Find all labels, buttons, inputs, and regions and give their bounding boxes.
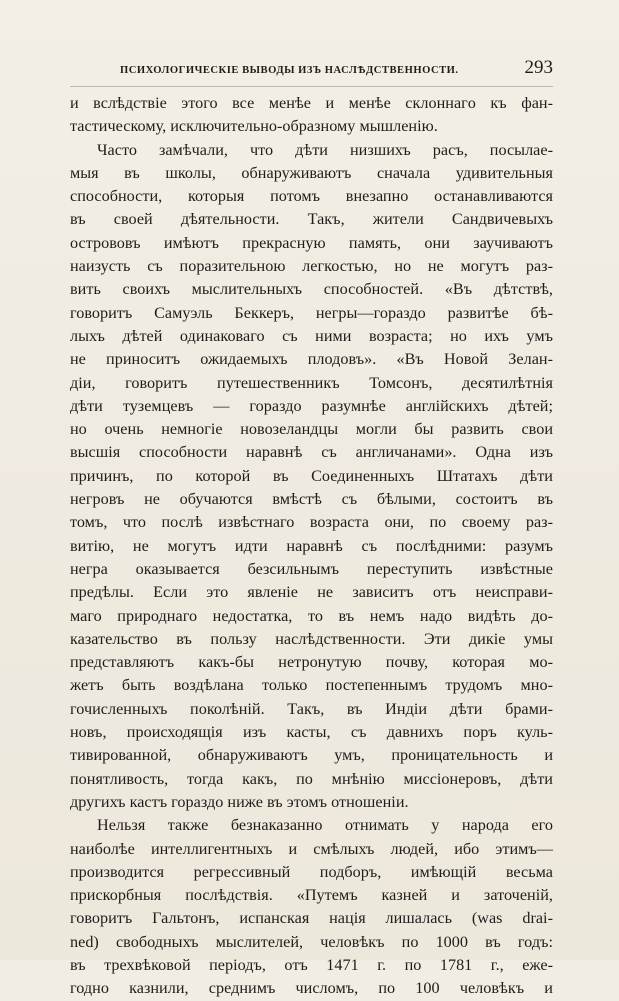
text-line: въ своей дѣятельности. Такъ, жители Сандвичевыхъ [70,210,553,229]
text-line: предѣлы. Если это явленіе не зависитъ отъ неисправи- [70,583,553,602]
text-line: негра оказывается безсильнымъ переступить извѣстные [70,559,553,578]
text-line: наиболѣе интеллигентныхъ и смѣлыхъ людей, ибо этимъ— [70,839,553,858]
text-line: понятливость, тогда какъ, по мнѣнію миссіонеровъ, дѣти [70,769,553,788]
text-line: производится регрессивный подборъ, имѣющій весьма [70,862,553,881]
text-line: маго природнаго недостатка, то въ немъ надо видѣть до- [70,606,553,625]
text-line: въ трехвѣковой періодъ, отъ 1471 г. по 1781 г., еже- [70,955,553,974]
text-line: говоритъ Гальтонъ, испанская нація лишалась (was drai- [70,909,553,928]
text-line: тастическому, исключительно-образному мышленію. [70,117,438,136]
text-line: негровъ не обучаются вмѣстѣ съ бѣлыми, состоитъ въ [70,490,553,509]
text-line: но очень немногіе новозеландцы могли бы развить свои [70,420,553,439]
body-text [70,92,553,1001]
text-line: вить своихъ мыслительныхъ способностей. «Въ дѣтствѣ, [70,280,553,299]
text-line: мыя въ школы, обнаруживаютъ сначала удивительныя [70,163,553,182]
text-line: лыхъ дѣтей одинаковаго съ ними возраста; но ихъ умъ [70,326,553,345]
text-line: представляютъ какъ-бы нетронутую почву, которая мо- [70,653,553,672]
text-line: новъ, происходящія изъ касты, съ давнихъ поръ куль- [70,723,553,742]
paragraph-start-line: Часто замѣчали, что дѣти низшихъ расъ, посылае- [97,140,553,159]
text-line: гочисленныхъ поколѣній. Такъ, въ Индіи дѣти брами- [70,699,553,718]
text-line: жетъ быть воздѣлана только постепеннымъ трудомъ мно- [70,676,553,695]
text-line: острововъ имѣютъ прекрасную память, они заучиваютъ [70,233,553,252]
page-header [70,57,553,83]
page-number: 293 [524,57,553,78]
text-line: тивированной, обнаруживаютъ умъ, проницательность и [70,746,553,765]
text-line: прискорбныя послѣдствія. «Путемъ казней и заточеній, [70,886,553,905]
text-line: томъ, что послѣ извѣстнаго возраста они, по своему раз- [70,513,553,532]
text-line: другихъ кастъ гораздо ниже въ этомъ отношеніи. [70,792,409,811]
header-rule [70,86,553,87]
text-line: говоритъ Самуэль Беккеръ, негры—гораздо развитѣе бѣ- [70,303,553,322]
text-line: казательство въ пользу наслѣдственности. Эти дикіе умы [70,629,553,648]
text-line: витію, не могутъ идти наравнѣ съ послѣдними: разумъ [70,536,553,555]
text-line: діи, говоритъ путешественникъ Томсонъ, десятилѣтнія [70,373,553,392]
running-head: ПСИХОЛОГИЧЕСКІЕ ВЫВОДЫ ИЗЪ НАСЛѢДСТВЕННОСТИ. [120,65,459,76]
text-line: дѣти туземцевъ — гораздо разумнѣе англійскихъ дѣтей; [70,396,553,415]
text-line: наизусть съ поразительною легкостью, но не могутъ раз- [70,257,553,276]
text-line: причинъ, по которой въ Соединенныхъ Штатахъ дѣти [70,466,553,485]
text-line: годно казнили, среднимъ числомъ, по 100 человѣкъ и [70,979,553,998]
text-line: и вслѣдствіе этого все менѣе и менѣе склоннагo къ фан- [70,94,553,112]
text-line: высшія способности наравнѣ съ англичанами». Одна изъ [70,443,553,462]
text-line: не приноситъ ожидаемыхъ плодовъ». «Въ Новой Зелан- [70,350,553,369]
text-line: ned) свободныхъ мыслителей, человѣкъ по 1000 въ годъ: [70,932,553,951]
paragraph-start-line: Нельзя также безнаказанно отнимать у народа его [97,816,553,835]
text-line: способности, которыя потомъ внезапно останавливаются [70,187,553,206]
